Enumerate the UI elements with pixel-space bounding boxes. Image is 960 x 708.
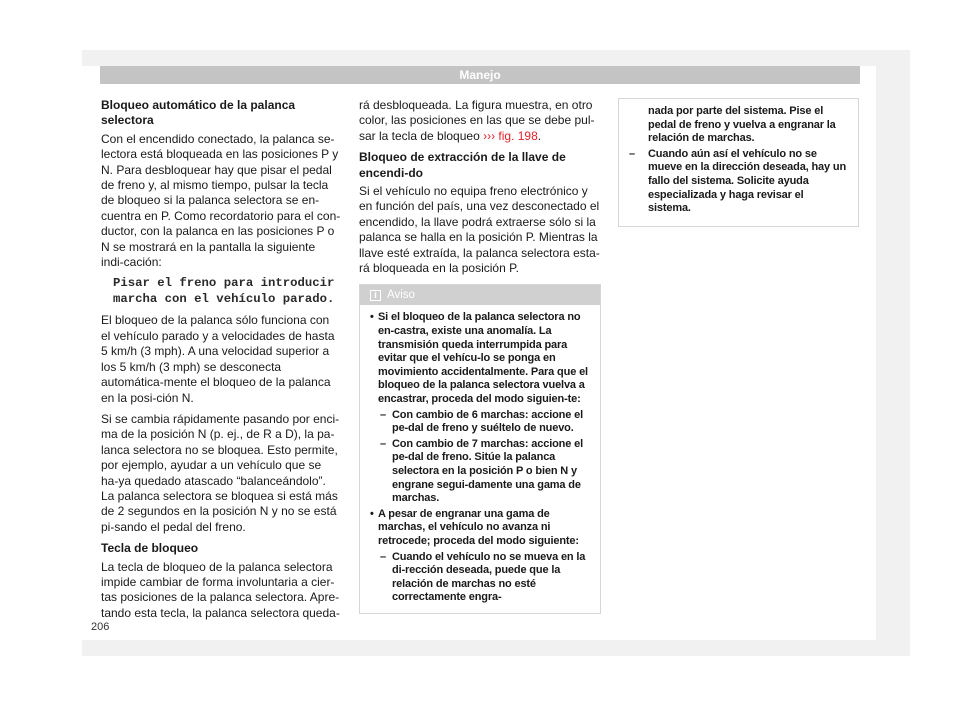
dash-mark: –	[380, 408, 386, 421]
column-1	[101, 98, 341, 627]
list-item-text: Con cambio de 6 marchas: accione el pe-dal de freno y suéltelo de nuevo.	[392, 408, 583, 435]
aviso-body	[360, 305, 600, 612]
aviso-box-continued	[618, 98, 859, 227]
aviso-box	[359, 284, 601, 613]
heading-tecla-bloqueo: Tecla de bloqueo	[101, 541, 199, 556]
list-item-text: Con cambio de 7 marchas: accione el pe-dal de freno. Sitúe la palanca selectora en la posición P o bien N y engrane segui-damente una gama de marchas.	[392, 437, 583, 505]
list-item	[370, 551, 592, 605]
aviso-title: Aviso	[387, 289, 415, 302]
bullet-mark: •	[370, 507, 374, 520]
paragraph: Con el encendido conectado, la palanca se-lectora está bloqueada en las posiciones P y N. Para desbloquear hay que pisar el pedal de freno y, al mismo tiempo, pulsar la tecla de bloqueo si la palanca selectora se en-cuentra en P. Como recordatorio para el con-ductor, con la palanca en las posiciones P o N se mostrará en la pantalla la siguiente indi-cación:	[101, 131, 341, 270]
page-number: 206	[91, 621, 110, 633]
display-message: Pisar el freno para introducir marcha con el vehículo parado.	[113, 276, 335, 306]
dash-mark: –	[629, 147, 635, 160]
dash-mark: –	[380, 437, 386, 450]
paragraph: Si se cambia rápidamente pasando por enci-ma de la posición N (p. ej., de R a D), la pa-lanca selectora no se bloquea. Esto permite, por ejemplo, ayudar a un vehículo que se ha-ya quedado atascado “balanceándolo”. La palanca selectora se bloquea si está más de 2 segundos en la posición N y no se está pi-sando el pedal del freno.	[101, 411, 340, 534]
list-item	[370, 311, 592, 406]
column-2	[359, 98, 601, 614]
column-3	[618, 98, 859, 227]
section-header: Manejo	[100, 66, 860, 84]
list-item	[370, 508, 592, 549]
list-item-text: A pesar de engranar una gama de marchas, el vehículo no avanza ni retrocede; proceda del modo siguiente:	[378, 507, 579, 547]
list-item-text: Cuando el vehículo no se mueva en la di-rección deseada, puede que la relación de marchas no esté correctamente engra-	[392, 550, 586, 604]
info-icon: i	[370, 290, 381, 301]
aviso-header	[360, 285, 600, 305]
paragraph: La tecla de bloqueo de la palanca selectora impide cambiar de forma involuntaria a cier-tas posiciones de la palanca selectora. Apre-tando esta tecla, la palanca selectora queda-	[101, 559, 340, 620]
dash-mark: –	[380, 550, 386, 563]
bullet-mark: •	[370, 311, 374, 324]
list-item-text: Cuando aún así el vehículo no se mueve en la dirección deseada, hay un fallo del sistema. Solicite ayuda especializada y haga revisar el sistema.	[648, 147, 847, 215]
list-item-continued: nada por parte del sistema. Pise el pedal de freno y vuelva a engranar la relación de marchas.	[648, 105, 836, 145]
paragraph-text: rá desbloqueada. La figura muestra, en otro color, las posiciones en las que se debe pul-sar la tecla de bloqueo	[359, 98, 595, 143]
paragraph: El bloqueo de la palanca sólo funciona con el vehículo parado y a velocidades de hasta 5 km/h (3 mph). A una velocidad superior a los 5 km/h (3 mph) se desconecta automática-mente el bloqueo de la palanca en la posi-ción N.	[101, 313, 335, 405]
list-item	[370, 438, 592, 506]
heading-bloqueo-automatico: Bloqueo automático de la palanca selectora	[101, 98, 296, 128]
figure-link[interactable]: ››› fig. 198	[483, 128, 538, 143]
list-item	[370, 409, 592, 436]
paragraph-text: .	[537, 128, 542, 143]
paragraph	[359, 98, 601, 144]
list-item	[629, 148, 848, 216]
heading-bloqueo-extraccion: Bloqueo de extracción de la llave de encendi-do	[359, 150, 566, 180]
list-item-text: Si el bloqueo de la palanca selectora no en-castra, existe una anomalía. La transmisión queda interrumpida para evitar que el vehícu-lo se ponga en movimiento accidentalmente. Para que el bloqueo de la palanca selectora vuelva a encastrar, proceda del modo siguien-te:	[378, 311, 588, 406]
paragraph: Si el vehículo no equipa freno electrónico y en función del país, una vez desconectado el encendido, la llave podrá extraerse sólo si la palanca se halla en la posición P. Mientras la llave esté extraída, la palanca selectora esta-rá bloqueada en la posición P.	[359, 184, 600, 276]
